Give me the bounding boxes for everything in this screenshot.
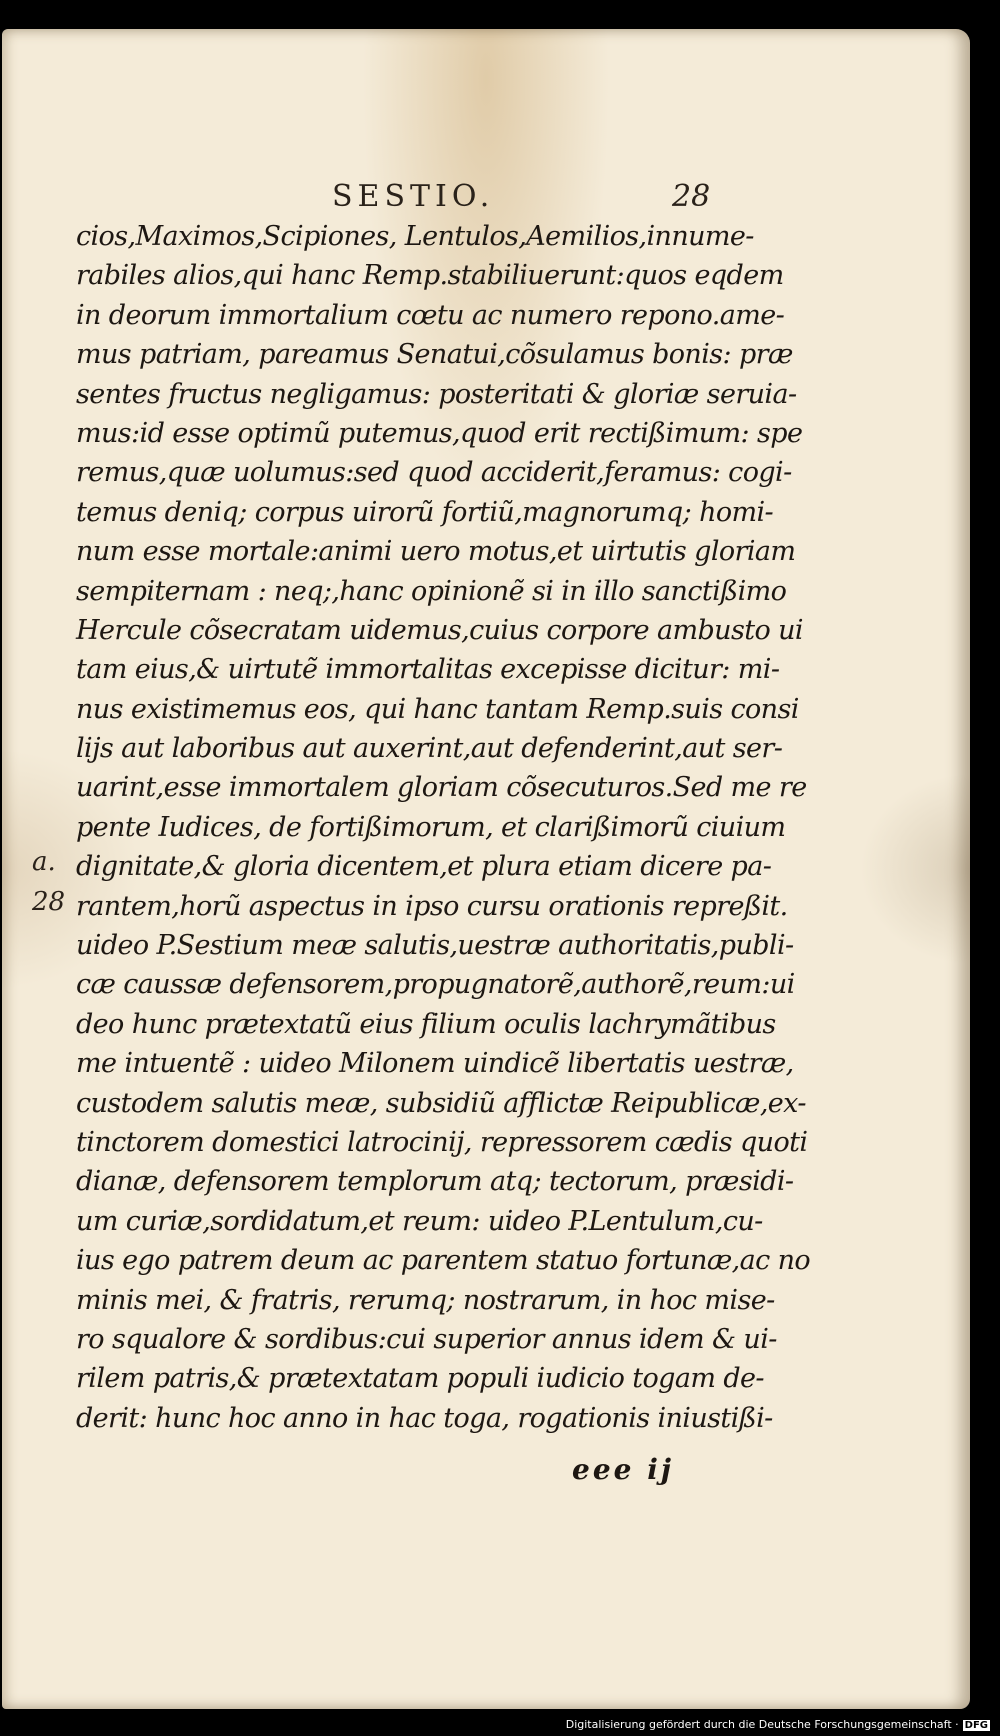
running-head: SESTIO. <box>332 179 495 214</box>
body-text <box>76 217 811 1438</box>
book-page <box>2 29 970 1709</box>
text-line: in deorum immortalium cœtu ac numero repono.ame- <box>76 299 785 331</box>
text-line: dianæ, defensorem templorum atq; tectorum, præsidi- <box>76 1166 794 1198</box>
page-number: 28 <box>672 179 711 214</box>
digitization-footer <box>566 1718 990 1731</box>
text-line: mus:id esse optimũ putemus,quod erit rectißimum: spe <box>76 417 803 449</box>
margin-note: 28 <box>32 887 66 917</box>
text-line: dignitate,& gloria dicentem,et plura etiam dicere pa- <box>76 851 772 883</box>
text-line: uideo P.Sestium meæ salutis,uestræ authoritatis,publi- <box>76 930 794 962</box>
dfg-logo: DFG <box>964 1720 988 1731</box>
text-line: Hercule cõsecratam uidemus,cuius corpore ambusto ui <box>76 614 803 646</box>
text-line: pente Iudices, de fortißimorum, et clarißimorũ ciuium <box>76 811 786 843</box>
text-line: um curiæ,sordidatum,et reum: uideo P.Lentulum,cu- <box>76 1205 763 1237</box>
text-line: cios,Maximos,Scipiones, Lentulos,Aemilios,innume- <box>76 221 754 252</box>
text-line: cæ caussæ defensorem,propugnatorẽ,authorẽ,reum:ui <box>76 969 795 1001</box>
text-line: tinctorem domestici latrocinij, repressorem cædis quoti <box>76 1126 808 1158</box>
text-line: remus,quæ uolumus:sed quod acciderit,feramus: cogi- <box>76 457 792 489</box>
text-line: deo hunc prætextatũ eius filium oculis lachrymãtibus <box>76 1008 776 1040</box>
text-line: me intuentẽ : uideo Milonem uindicẽ libertatis uestræ, <box>76 1048 794 1080</box>
text-line: num esse mortale:animi uero motus,et uirtutis gloriam <box>76 536 796 568</box>
text-line: minis mei, & fratris, rerumq; nostrarum, in hoc mise- <box>76 1284 775 1316</box>
text-line: lijs aut laboribus aut auxerint,aut defenderint,aut ser- <box>76 733 783 765</box>
text-line: sentes fructus negligamus: posteritati & gloriæ seruia- <box>76 378 797 410</box>
text-line: rantem,horũ aspectus in ipso cursu orationis repreßit. <box>76 890 788 922</box>
text-line: custodem salutis meæ, subsidiũ afflictæ Reipublicæ,ex- <box>76 1087 806 1119</box>
text-line: tam eius,& uirtutẽ immortalitas excepisse dicitur: mi- <box>76 654 780 686</box>
text-line: nus existimemus eos, qui hanc tantam Remp.suis consi <box>76 693 799 725</box>
text-line: ius ego patrem deum ac parentem statuo fortunæ,ac no <box>76 1245 811 1277</box>
text-line: temus deniq; corpus uirorũ fortiũ,magnorumq; homi- <box>76 496 774 528</box>
signature-mark: eee ij <box>572 1453 674 1486</box>
footer-text: Digitalisierung gefördert durch die Deutsche Forschungsgemeinschaft · <box>565 1718 959 1731</box>
margin-note: a. <box>32 847 56 877</box>
text-line: rilem patris,& prætextatam populi iudicio togam de- <box>76 1363 764 1395</box>
text-line: derit: hunc hoc anno in hac toga, rogationis iniustißi- <box>76 1402 773 1434</box>
text-line: sempiternam : neq;,hanc opinionẽ si in illo sanctißimo <box>76 575 787 607</box>
text-line: mus patriam, pareamus Senatui,cõsulamus bonis: præ <box>76 339 793 371</box>
text-line: uarint,esse immortalem gloriam cõsecuturos.Sed me re <box>76 772 807 804</box>
text-line: ro squalore & sordibus:cui superior annus idem & ui- <box>76 1323 777 1355</box>
text-line: rabiles alios,qui hanc Remp.stabiliuerunt:quos eqdem <box>76 260 784 292</box>
